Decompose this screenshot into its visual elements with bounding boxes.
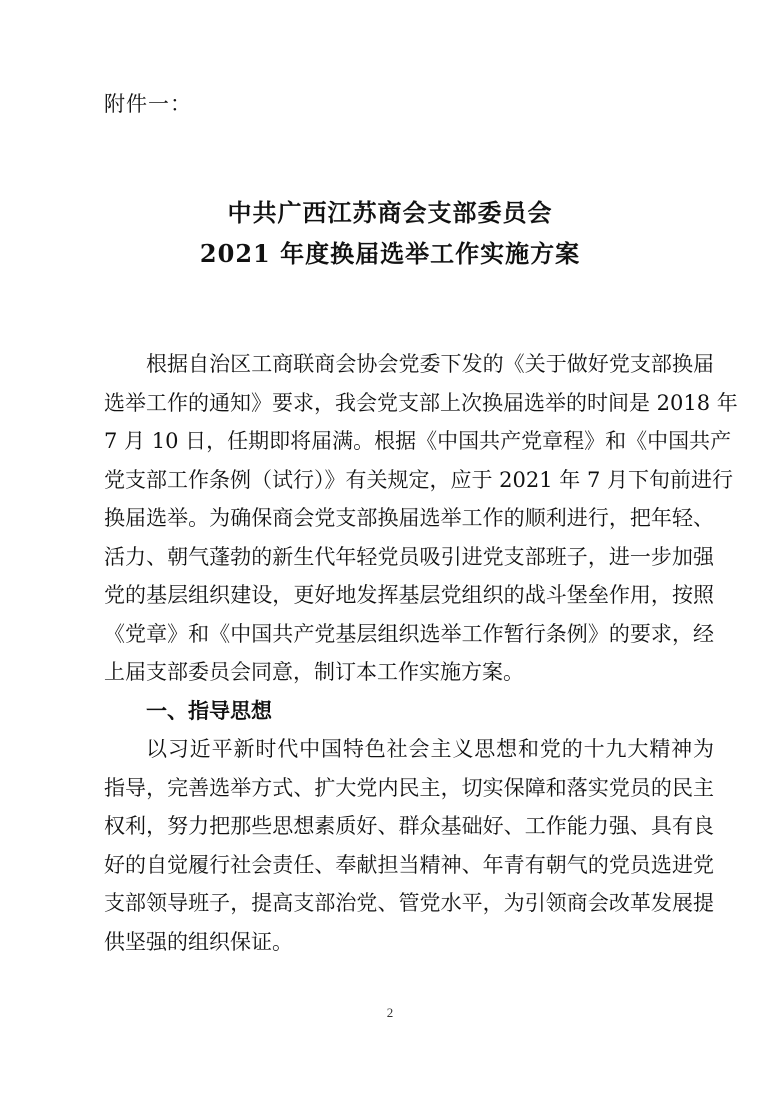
page-number: 2 [386, 1005, 394, 1020]
paragraph-1-line: 7 月 10 日，任期即将届满。根据《中国共产党章程》和《中国共产 [104, 429, 732, 453]
paragraph-2-line: 好的自觉履行社会责任、奉献担当精神、年青有朝气的党员选进党 [104, 852, 714, 877]
paragraph-1-line: 换届选举。为确保商会党支部换届选举工作的顺利进行，把年轻、 [104, 506, 714, 530]
section-heading-guiding-thought: 一、指导思想 [146, 697, 272, 723]
paragraph-2-line: 供坚强的组织保证。 [104, 929, 293, 954]
paragraph-1-line: 选举工作的通知》要求，我会党支部上次换届选举的时间是 2018 年 [104, 390, 738, 415]
paragraph-1-line: 《党章》和《中国共产党基层组织选举工作暂行条例》的要求，经 [104, 621, 714, 646]
document-body [104, 345, 738, 961]
paragraph-2-line: 权利，努力把那些思想素质好、群众基础好、工作能力强、具有良 [104, 814, 714, 838]
attachment-label: 附件一： [104, 92, 192, 116]
paragraph-2-line: 支部领导班子，提高支部治党、管党水平，为引领商会改革发展提 [104, 891, 714, 915]
document-title-line-1: 中共广西江苏商会支部委员会 [227, 198, 553, 227]
paragraph-2-line: 以习近平新时代中国特色社会主义思想和党的十九大精神为 [146, 737, 714, 761]
paragraph-1-line: 活力、朝气蓬勃的新生代年轻党员吸引进党支部班子，进一步加强 [104, 544, 714, 569]
paragraph-2-line: 指导，完善选举方式、扩大党内民主，切实保障和落实党员的民主 [104, 775, 714, 800]
document-title-line-2: 2021 年度换届选举工作实施方案 [199, 239, 581, 268]
paragraph-1-line: 根据自治区工商联商会协会党委下发的《关于做好党支部换届 [146, 352, 714, 376]
paragraph-1-line: 上届支部委员会同意，制订本工作实施方案。 [104, 660, 524, 684]
paragraph-1-line: 党支部工作条例（试行）》有关规定，应于 2021 年 7 月下旬前进行 [104, 467, 734, 492]
paragraph-1-line: 党的基层组织建设，更好地发挥基层党组织的战斗堡垒作用，按照 [104, 583, 714, 607]
